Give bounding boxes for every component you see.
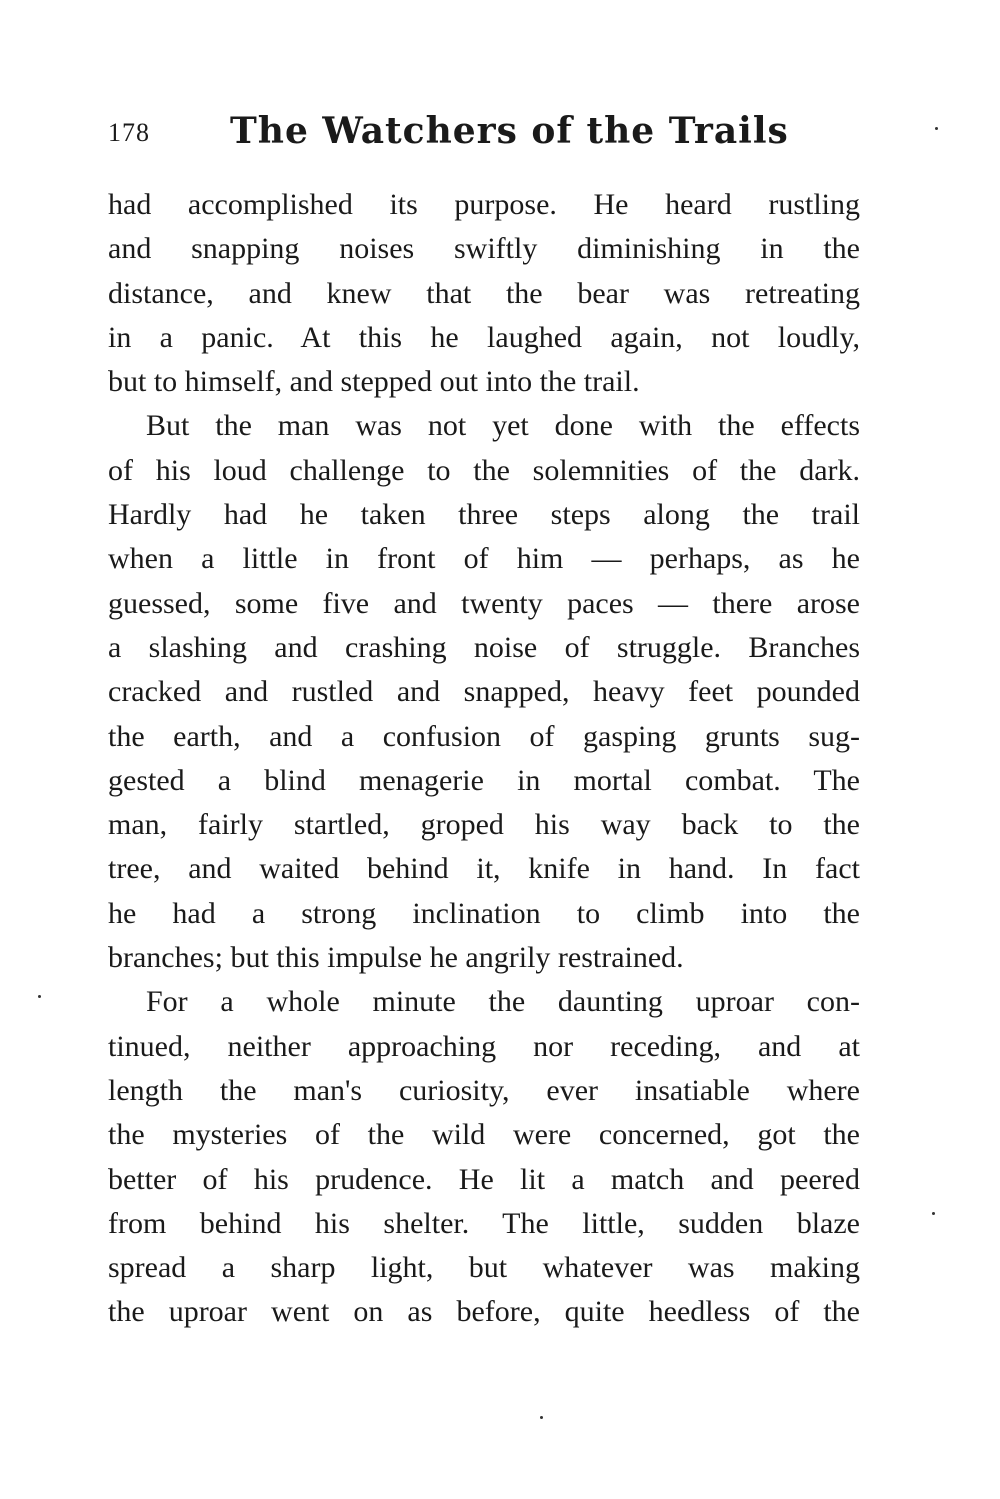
text-line: branches; but this impulse he angrily restrained. xyxy=(108,941,684,975)
text-line: in a panic. At this he laughed again, not loudly, xyxy=(108,320,860,354)
text-line: cracked and rustled and snapped, heavy feet pounded xyxy=(108,675,860,709)
scan-speck xyxy=(935,127,938,130)
page-number: 178 xyxy=(108,118,150,147)
text-line: But the man was not yet done with the effects xyxy=(146,409,860,443)
text-line: spread a sharp light, but whatever was making xyxy=(108,1251,860,1285)
text-line: length the man's curiosity, ever insatiable where xyxy=(108,1073,860,1107)
text-line: man, fairly startled, groped his way back to the xyxy=(108,808,860,842)
text-line: of his loud challenge to the solemnities of the dark. xyxy=(108,453,860,487)
text-line: tree, and waited behind it, knife in hand. In fact xyxy=(108,852,860,886)
text-line: Hardly had he taken three steps along the trail xyxy=(108,498,860,532)
text-line: guessed, some five and twenty paces — there arose xyxy=(108,586,860,620)
text-line: the mysteries of the wild were concerned, got the xyxy=(108,1118,860,1152)
scan-speck xyxy=(38,995,41,998)
text-line: the uproar went on as before, quite heedless of the xyxy=(108,1295,860,1329)
text-line: but to himself, and stepped out into the trail. xyxy=(108,365,640,399)
text-line: the earth, and a confusion of gasping grunts sug- xyxy=(108,719,860,753)
text-line: distance, and knew that the bear was retreating xyxy=(108,276,860,310)
scan-speck xyxy=(540,1416,543,1419)
text-line: from behind his shelter. The little, sudden blaze xyxy=(108,1206,860,1240)
text-line: a slashing and crashing noise of struggle. Branches xyxy=(108,630,860,664)
text-line: when a little in front of him — perhaps, as he xyxy=(108,542,860,576)
running-header xyxy=(108,110,868,160)
text-line: gested a blind menagerie in mortal combat. The xyxy=(108,763,860,797)
scan-speck xyxy=(932,1212,935,1215)
text-line: tinued, neither approaching nor receding, and at xyxy=(108,1029,860,1063)
text-line: had accomplished its purpose. He heard rustling xyxy=(108,188,860,221)
text-line: and snapping noises swiftly diminishing in the xyxy=(108,232,860,266)
text-line: he had a strong inclination to climb into the xyxy=(108,896,860,930)
body-text xyxy=(108,183,860,1335)
running-title: The Watchers of the Trails xyxy=(230,110,789,152)
text-line: better of his prudence. He lit a match and peered xyxy=(108,1162,860,1196)
text-line: For a whole minute the daunting uproar con- xyxy=(146,985,860,1019)
